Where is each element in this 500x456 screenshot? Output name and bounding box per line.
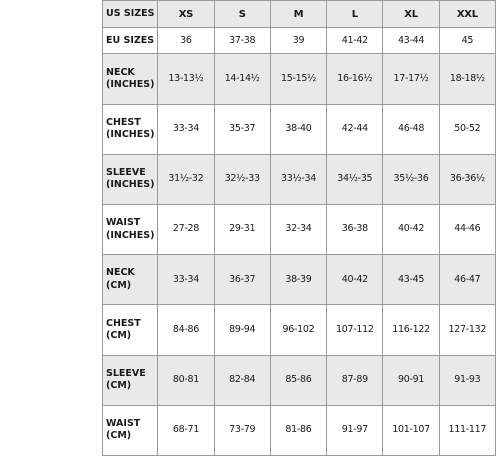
size-value-cell: 38-40 <box>270 104 326 154</box>
row-label-line: WAIST <box>106 217 141 229</box>
size-value-cell: 85-86 <box>270 355 326 405</box>
size-row-waist-inches <box>103 204 496 254</box>
row-label <box>103 104 158 154</box>
size-value-cell: 116-122 <box>383 305 439 355</box>
size-value-cell: 33-34 <box>158 104 214 154</box>
size-value-cell: 35-37 <box>214 104 270 154</box>
size-value-cell: 84-86 <box>158 305 214 355</box>
size-value-cell: 68-71 <box>158 405 214 455</box>
size-value-cell: 41-42 <box>327 28 383 54</box>
row-label-line: SLEEVE <box>106 167 146 179</box>
size-header-cell: L <box>327 1 383 28</box>
size-value-cell: 107-112 <box>327 305 383 355</box>
size-row-waist-cm <box>103 405 496 455</box>
size-value-cell: 15-15½ <box>270 54 326 104</box>
row-label <box>103 405 158 455</box>
size-value-cell: 89-94 <box>214 305 270 355</box>
row-label-line: NECK <box>106 267 135 279</box>
size-value-cell: 31½-32 <box>158 154 214 204</box>
row-label <box>103 154 158 204</box>
size-value-cell: 90-91 <box>383 355 439 405</box>
size-row-neck-inches <box>103 54 496 104</box>
size-value-cell: 81-86 <box>270 405 326 455</box>
size-value-cell: 13-13½ <box>158 54 214 104</box>
row-label-line: (CM) <box>106 329 132 341</box>
row-label-line: WAIST <box>106 418 141 430</box>
row-label-line: (INCHES) <box>106 79 155 90</box>
size-value-cell: 87-89 <box>327 355 383 405</box>
size-value-cell: 111-117 <box>439 405 495 455</box>
size-value-cell: 82-84 <box>214 355 270 405</box>
size-header-cell: S <box>214 1 270 28</box>
size-header-cell: M <box>270 1 326 28</box>
size-value-cell: 18-18½ <box>439 54 495 104</box>
size-value-cell: 50-52 <box>439 104 495 154</box>
size-row-us-sizes <box>103 1 496 28</box>
row-label-line: SLEEVE <box>106 367 146 379</box>
row-label-line: CHEST <box>106 317 141 329</box>
size-value-cell: 43-44 <box>383 28 439 54</box>
row-label <box>103 204 158 254</box>
size-header-cell: XL <box>383 1 439 28</box>
size-value-cell: 80-81 <box>158 355 214 405</box>
size-value-cell: 44-46 <box>439 204 495 254</box>
size-row-chest-inches <box>103 104 496 154</box>
size-value-cell: 127-132 <box>439 305 495 355</box>
row-label-line: (INCHES) <box>106 229 155 241</box>
size-value-cell: 96-102 <box>270 305 326 355</box>
size-value-cell: 101-107 <box>383 405 439 455</box>
row-label-line: NECK <box>106 66 135 78</box>
row-label-line: EU SIZES <box>106 34 155 46</box>
size-row-sleeve-cm <box>103 355 496 405</box>
row-label <box>103 305 158 355</box>
row-label-line: US SIZES <box>106 8 155 19</box>
size-header-cell: XXL <box>439 1 495 28</box>
row-label-line: (CM) <box>106 430 132 442</box>
size-value-cell: 35½-36 <box>383 154 439 204</box>
size-value-cell: 91-97 <box>327 405 383 455</box>
size-chart-table <box>102 0 496 456</box>
size-value-cell: 36-36½ <box>439 154 495 204</box>
size-header-cell: XS <box>158 1 214 28</box>
size-value-cell: 17-17½ <box>383 54 439 104</box>
size-row-eu-sizes <box>103 28 496 54</box>
size-value-cell: 46-47 <box>439 255 495 305</box>
row-label <box>103 54 158 104</box>
row-label-line: (CM) <box>106 380 132 392</box>
row-label <box>103 255 158 305</box>
size-value-cell: 36-38 <box>327 204 383 254</box>
size-row-neck-cm <box>103 255 496 305</box>
size-value-cell: 33½-34 <box>270 154 326 204</box>
size-value-cell: 27-28 <box>158 204 214 254</box>
size-value-cell: 38-39 <box>270 255 326 305</box>
row-label <box>103 1 158 28</box>
size-value-cell: 40-42 <box>383 204 439 254</box>
row-label <box>103 355 158 405</box>
row-label-line: CHEST <box>106 116 141 128</box>
size-value-cell: 14-14½ <box>214 54 270 104</box>
size-value-cell: 43-45 <box>383 255 439 305</box>
row-label-line: (INCHES) <box>106 179 155 191</box>
size-value-cell: 32½-33 <box>214 154 270 204</box>
size-value-cell: 91-93 <box>439 355 495 405</box>
size-value-cell: 36 <box>158 28 214 54</box>
size-value-cell: 37-38 <box>214 28 270 54</box>
size-value-cell: 36-37 <box>214 255 270 305</box>
size-value-cell: 16-16½ <box>327 54 383 104</box>
size-row-sleeve-inches <box>103 154 496 204</box>
size-value-cell: 29-31 <box>214 204 270 254</box>
size-value-cell: 42-44 <box>327 104 383 154</box>
size-value-cell: 40-42 <box>327 255 383 305</box>
size-row-chest-cm <box>103 305 496 355</box>
size-value-cell: 32-34 <box>270 204 326 254</box>
size-value-cell: 45 <box>439 28 495 54</box>
size-value-cell: 39 <box>270 28 326 54</box>
size-value-cell: 33-34 <box>158 255 214 305</box>
size-value-cell: 46-48 <box>383 104 439 154</box>
size-value-cell: 73-79 <box>214 405 270 455</box>
row-label <box>103 28 158 54</box>
row-label-line: (INCHES) <box>106 129 155 141</box>
size-value-cell: 34½-35 <box>327 154 383 204</box>
row-label-line: (CM) <box>106 279 132 291</box>
